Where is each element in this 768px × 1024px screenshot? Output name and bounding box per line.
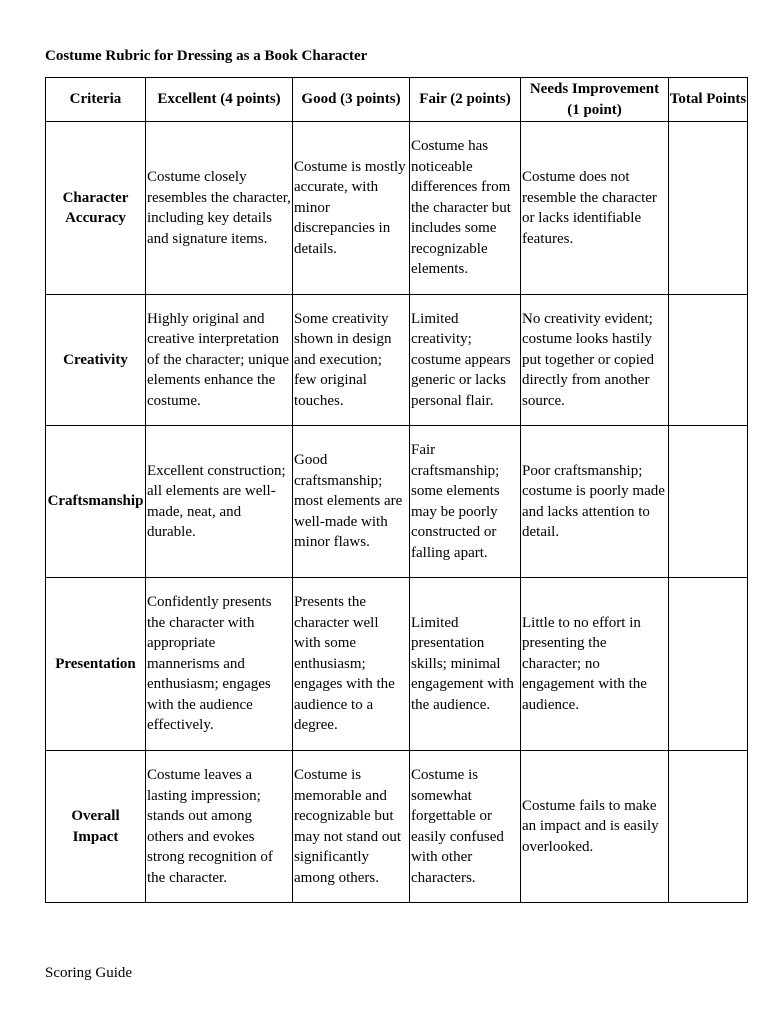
excellent-cell: Highly original and creative interpretation of the character; unique elements enhance the costume. [146, 295, 293, 426]
header-needs-improvement: Needs Improvement (1 point) [521, 78, 669, 122]
total-points-cell [669, 295, 748, 426]
criteria-cell: Overall Impact [46, 751, 146, 903]
header-excellent: Excellent (4 points) [146, 78, 293, 122]
table-row [46, 122, 748, 295]
rubric-table-header [46, 78, 748, 122]
table-row [46, 295, 748, 426]
total-points-cell [669, 751, 748, 903]
total-points-cell [669, 578, 748, 751]
good-cell: Presents the character well with some enthusiasm; engages with the audience to a degree. [293, 578, 410, 751]
needs-improvement-cell: No creativity evident; costume looks hastily put together or copied directly from another source. [521, 295, 669, 426]
criteria-cell: Character Accuracy [46, 122, 146, 295]
header-total-points: Total Points [669, 78, 748, 122]
header-fair: Fair (2 points) [410, 78, 521, 122]
fair-cell: Limited presentation skills; minimal engagement with the audience. [410, 578, 521, 751]
good-cell: Good craftsmanship; most elements are well-made with minor flaws. [293, 426, 410, 578]
rubric-table-body [46, 122, 748, 903]
needs-improvement-cell: Costume fails to make an impact and is easily overlooked. [521, 751, 669, 903]
total-points-cell [669, 426, 748, 578]
total-points-cell [669, 122, 748, 295]
header-row [46, 78, 748, 122]
excellent-cell: Costume closely resembles the character, including key details and signature items. [146, 122, 293, 295]
needs-improvement-cell: Costume does not resemble the character or lacks identifiable features. [521, 122, 669, 295]
good-cell: Costume is mostly accurate, with minor discrepancies in details. [293, 122, 410, 295]
document-title: Costume Rubric for Dressing as a Book Character [45, 48, 368, 64]
table-row [46, 751, 748, 903]
excellent-cell: Costume leaves a lasting impression; stands out among others and evokes strong recognition of the character. [146, 751, 293, 903]
needs-improvement-cell: Little to no effort in presenting the character; no engagement with the audience. [521, 578, 669, 751]
header-good: Good (3 points) [293, 78, 410, 122]
fair-cell: Fair craftsmanship; some elements may be poorly constructed or falling apart. [410, 426, 521, 578]
excellent-cell: Excellent construction; all elements are well-made, neat, and durable. [146, 426, 293, 578]
scoring-guide-heading: Scoring Guide [45, 965, 133, 981]
fair-cell: Costume is somewhat forgettable or easily confused with other characters. [410, 751, 521, 903]
excellent-cell: Confidently presents the character with appropriate mannerisms and enthusiasm; engages with the audience effectively. [146, 578, 293, 751]
table-row [46, 578, 748, 751]
fair-cell: Costume has noticeable differences from the character but includes some recognizable elements. [410, 122, 521, 295]
rubric-table [45, 77, 748, 903]
fair-cell: Limited creativity; costume appears generic or lacks personal flair. [410, 295, 521, 426]
good-cell: Some creativity shown in design and execution; few original touches. [293, 295, 410, 426]
criteria-cell: Presentation [46, 578, 146, 751]
criteria-cell: Craftsmanship [46, 426, 146, 578]
needs-improvement-cell: Poor craftsmanship; costume is poorly made and lacks attention to detail. [521, 426, 669, 578]
criteria-cell: Creativity [46, 295, 146, 426]
header-criteria: Criteria [46, 78, 146, 122]
good-cell: Costume is memorable and recognizable but may not stand out significantly among others. [293, 751, 410, 903]
table-row [46, 426, 748, 578]
